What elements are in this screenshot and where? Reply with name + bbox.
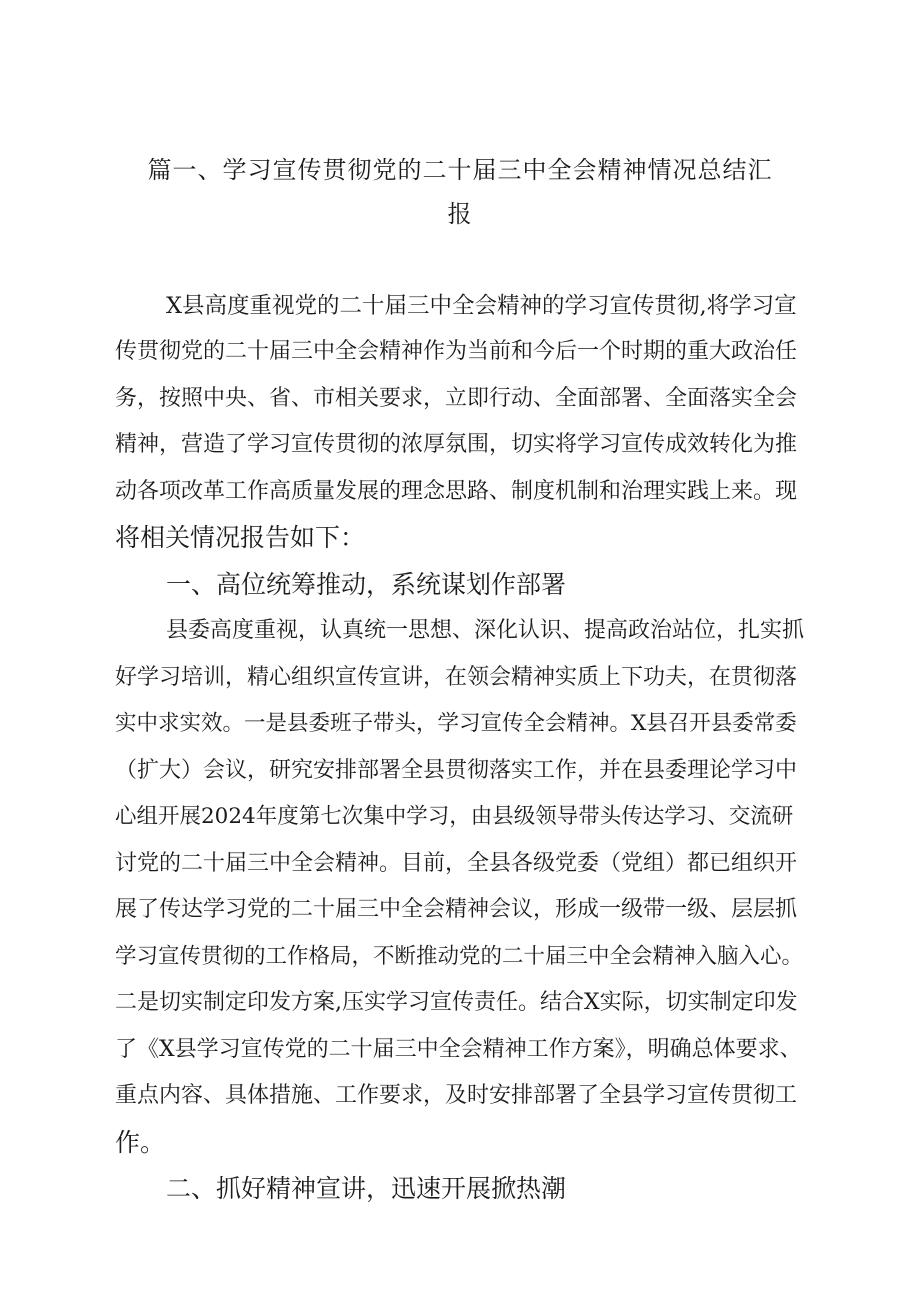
paragraph-2-line: 展了传达学习党的二十届三中全会精神会议，形成一级带一级、层层抓 xyxy=(115,897,798,922)
paragraph-2-line: 二是切实制定印发方案,压实学习宣传责任。结合X实际，切实制定印发 xyxy=(115,990,798,1015)
paragraph-1-line: X县高度重视党的二十届三中全会精神的学习宣传贯彻,将学习宣 xyxy=(166,293,797,319)
paragraph-2-line: 重点内容、具体措施、工作要求，及时安排部署了全县学习宣传贯彻工 xyxy=(115,1083,798,1108)
paragraph-1-line: 将相关情况报告如下： xyxy=(115,523,366,552)
document-title-line-2: 报 xyxy=(447,200,473,228)
paragraph-2-line: 了《X县学习宣传党的二十届三中全会精神工作方案》，明确总体要求、 xyxy=(115,1037,802,1062)
paragraph-2-line: （扩大）会议，研究安排部署全县贯彻落实工作，并在县委理论学习中 xyxy=(115,758,798,783)
paragraph-2-line: 县委高度重视，认真统一思想、深化认识、提高政治站位，扎实抓 xyxy=(166,618,805,643)
section-heading-2: 二、抓好精神宣讲，迅速开展掀热潮 xyxy=(166,1174,567,1203)
paragraph-2-line: 实中求实效。一是县委班子带头，学习宣传全会精神。X县召开县委常委 xyxy=(115,711,797,736)
paragraph-2-line: 作。 xyxy=(115,1128,166,1157)
paragraph-2-line: 心组开展2024年度第七次集中学习，由县级领导带头传达学习、交流研 xyxy=(115,804,794,829)
paragraph-1-line: 动各项改革工作高质量发展的理念思路、制度机制和治理实践上来。现 xyxy=(115,479,798,504)
paragraph-1-line: 精神，营造了学习宣传贯彻的浓厚氛围，切实将学习宣传成效转化为推 xyxy=(115,432,798,457)
document-title-line-1: 篇一、学习宣传贯彻党的二十届三中全会精神情况总结汇 xyxy=(147,156,773,184)
paragraph-1-line: 务，按照中央、省、市相关要求，立即行动、全面部署、全面落实全会 xyxy=(115,386,798,411)
paragraph-2-line: 讨党的二十届三中全会精神。目前，全县各级党委（党组）都已组织开 xyxy=(115,851,798,876)
section-heading-1: 一、高位统筹推动，系统谋划作部署 xyxy=(166,570,567,599)
paragraph-2-line: 学习宣传贯彻的工作格局，不断推动党的二十届三中全会精神入脑入心。 xyxy=(115,944,804,969)
paragraph-1-line: 传贯彻党的二十届三中全会精神作为当前和今后一个时期的重大政治任 xyxy=(115,339,798,364)
paragraph-2-line: 好学习培训，精心组织宣传宣讲，在领会精神实质上下功夫，在贯彻落 xyxy=(115,665,798,690)
